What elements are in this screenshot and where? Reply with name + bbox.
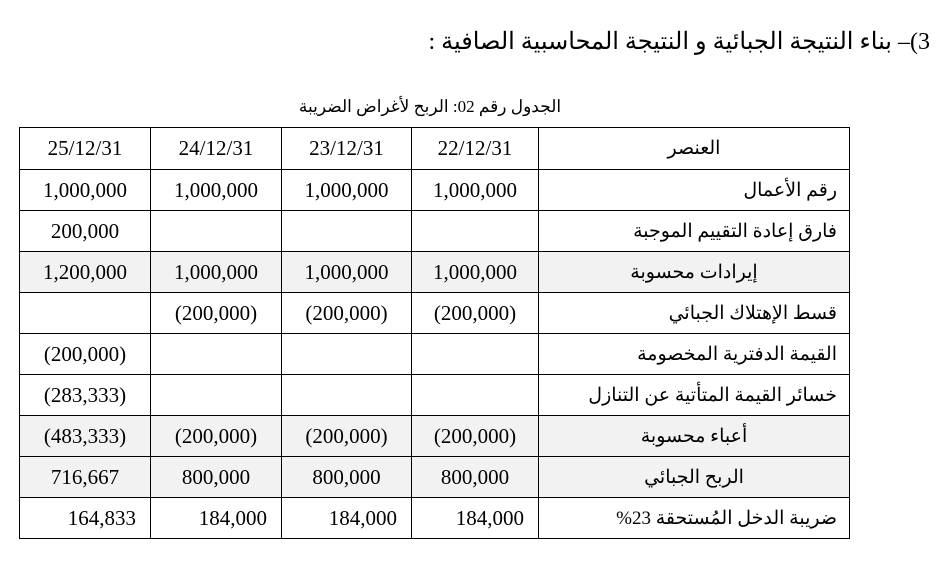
row-label: ضريبة الدخل المُستحقة 23% bbox=[539, 498, 850, 539]
cell-value: (200,000) bbox=[412, 293, 539, 334]
tax-profit-table bbox=[19, 127, 850, 539]
row-label: الربح الجبائي bbox=[539, 457, 850, 498]
cell-value: 800,000 bbox=[412, 457, 539, 498]
table-caption: الجدول رقم 02: الربح لأغراض الضريبة bbox=[298, 97, 562, 116]
cell-value bbox=[151, 375, 282, 416]
cell-value: (283,333) bbox=[20, 375, 151, 416]
cell-value bbox=[412, 211, 539, 252]
table-row-income-tax-due bbox=[20, 498, 850, 539]
cell-value bbox=[20, 293, 151, 334]
row-label: قسط الإهتلاك الجبائي bbox=[539, 293, 850, 334]
cell-value: (200,000) bbox=[151, 293, 282, 334]
cell-value: 164,833 bbox=[20, 498, 151, 539]
row-label: خسائر القيمة المتأتية عن التنازل bbox=[539, 375, 850, 416]
cell-value bbox=[151, 334, 282, 375]
row-label: إيرادات محسوبة bbox=[539, 252, 850, 293]
cell-value: (200,000) bbox=[282, 416, 412, 457]
header-year-2025: 25/12/31 bbox=[20, 128, 151, 170]
table-row-tax-depreciation bbox=[20, 293, 850, 334]
section-heading bbox=[330, 22, 930, 62]
header-year-2024: 24/12/31 bbox=[151, 128, 282, 170]
cell-value: 800,000 bbox=[282, 457, 412, 498]
header-year-2023: 23/12/31 bbox=[282, 128, 412, 170]
table-row-revaluation-gain bbox=[20, 211, 850, 252]
section-number: 3) bbox=[910, 29, 930, 55]
row-label: القيمة الدفترية المخصومة bbox=[539, 334, 850, 375]
cell-value: 184,000 bbox=[412, 498, 539, 539]
cell-value: 1,000,000 bbox=[282, 170, 412, 211]
cell-value bbox=[412, 334, 539, 375]
header-year-2022: 22/12/31 bbox=[412, 128, 539, 170]
cell-value: 1,200,000 bbox=[20, 252, 151, 293]
row-label: أعباء محسوبة bbox=[539, 416, 850, 457]
cell-value bbox=[412, 375, 539, 416]
section-title: – بناء النتيجة الجبائية و النتيجة المحاسبية الصافية : bbox=[428, 29, 910, 55]
cell-value: 716,667 bbox=[20, 457, 151, 498]
table-header-row bbox=[20, 128, 850, 170]
table-row-book-value-deducted bbox=[20, 334, 850, 375]
table-row-computed-income bbox=[20, 252, 850, 293]
cell-value bbox=[282, 211, 412, 252]
cell-value bbox=[282, 334, 412, 375]
header-item-label: العنصر bbox=[539, 128, 850, 170]
cell-value: (200,000) bbox=[20, 334, 151, 375]
cell-value: 184,000 bbox=[282, 498, 412, 539]
cell-value: 200,000 bbox=[20, 211, 151, 252]
cell-value: (200,000) bbox=[151, 416, 282, 457]
table-row-revenue bbox=[20, 170, 850, 211]
cell-value bbox=[151, 211, 282, 252]
cell-value: (200,000) bbox=[282, 293, 412, 334]
cell-value bbox=[282, 375, 412, 416]
table-row-disposal-loss bbox=[20, 375, 850, 416]
cell-value: (200,000) bbox=[412, 416, 539, 457]
cell-value: 184,000 bbox=[151, 498, 282, 539]
table-row-tax-profit bbox=[20, 457, 850, 498]
cell-value: 1,000,000 bbox=[412, 252, 539, 293]
row-label: فارق إعادة التقييم الموجبة bbox=[539, 211, 850, 252]
cell-value: (483,333) bbox=[20, 416, 151, 457]
cell-value: 1,000,000 bbox=[151, 170, 282, 211]
cell-value: 1,000,000 bbox=[282, 252, 412, 293]
table-row-computed-expenses bbox=[20, 416, 850, 457]
row-label: رقم الأعمال bbox=[539, 170, 850, 211]
cell-value: 1,000,000 bbox=[20, 170, 151, 211]
cell-value: 1,000,000 bbox=[151, 252, 282, 293]
cell-value: 800,000 bbox=[151, 457, 282, 498]
cell-value: 1,000,000 bbox=[412, 170, 539, 211]
